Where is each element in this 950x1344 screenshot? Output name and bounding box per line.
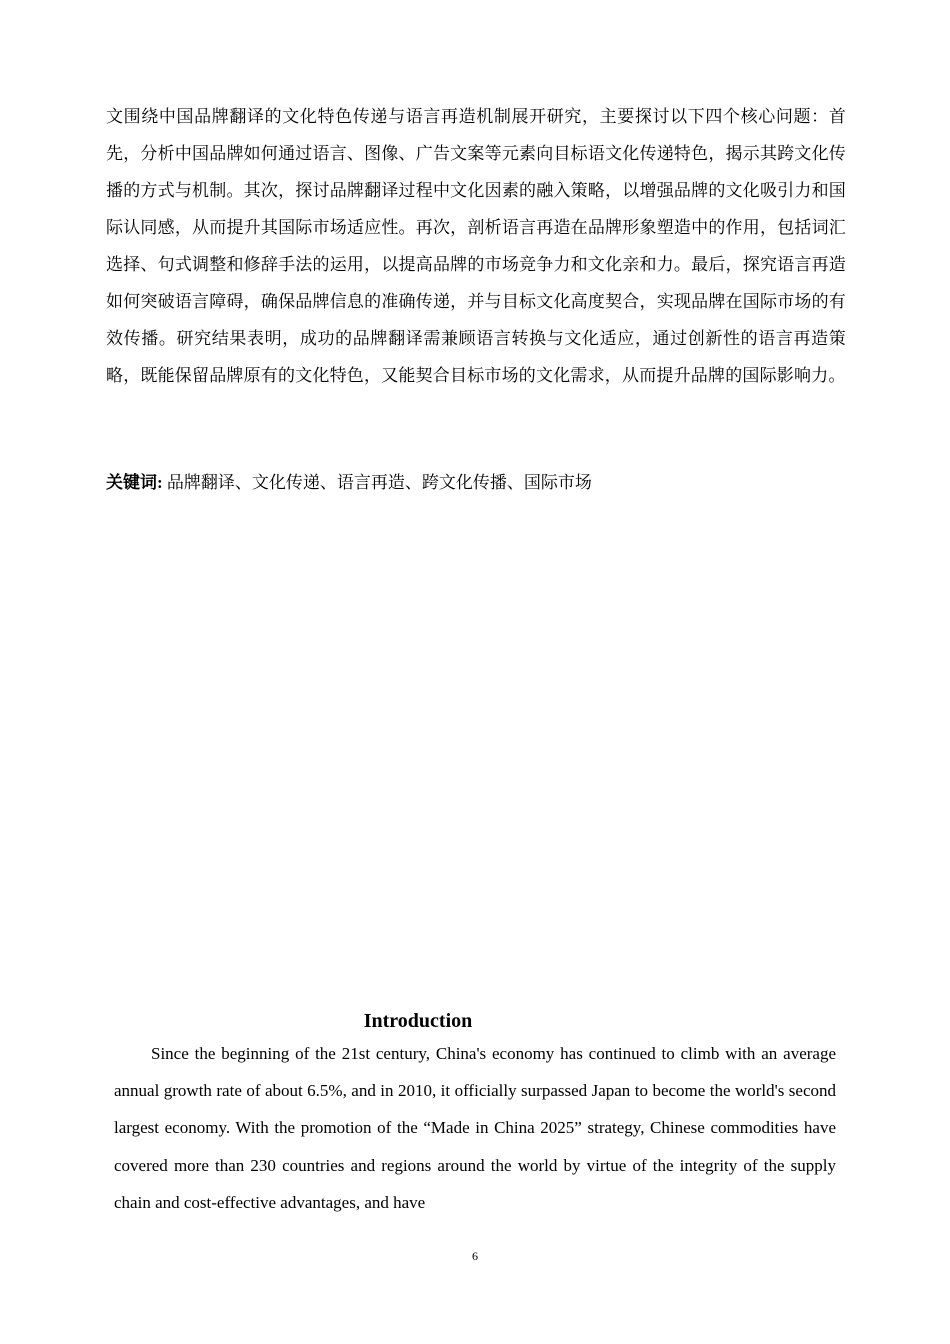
introduction-heading: Introduction: [363, 1010, 473, 1032]
keywords-list: 品牌翻译、文化传递、语言再造、跨文化传播、国际市场: [162, 473, 592, 492]
keywords-label: 关键词:: [106, 473, 163, 492]
abstract-paragraph: 文围绕中国品牌翻译的文化特色传递与语言再造机制展开研究，主要探讨以下四个核心问题：首先，分析中国品牌如何通过语言、图像、广告文案等元素向目标语文化传递特色，揭示其跨文化传播的方式与机制。其次，探讨品牌翻译过程中文化因素的融入策略，以增强品牌的文化吸引力和国际认同感，从而提升其国际市场适应性。再次，剖析语言再造在品牌形象塑造中的作用，包括词汇选择、句式调整和修辞手法的运用，以提高品牌的市场竞争力和文化亲和力。最后，探究语言再造如何突破语言障碍，确保品牌信息的准确传递，并与目标文化高度契合，实现品牌在国际市场的有效传播。研究结果表明，成功的品牌翻译需兼顾语言转换与文化适应，通过创新性的语言再造策略，既能保留品牌原有的文化特色，又能契合目标市场的文化需求，从而提升品牌的国际影响力。: [106, 107, 846, 385]
introduction-paragraph: Since the beginning of the 21st century, China's economy has continued to climb with an average annual growth rate of about 6.5%, and in 2010, it officially surpassed Japan to become the world's second largest economy. With the promotion of the “Made in China 2025” strategy, Chinese commodities have covered more than 230 countries and regions around the world by virtue of the integrity of the supply chain and cost-effective advantages, and have: [114, 1044, 836, 1212]
page-number: 6: [472, 1249, 478, 1263]
keywords-line: [106, 466, 846, 500]
